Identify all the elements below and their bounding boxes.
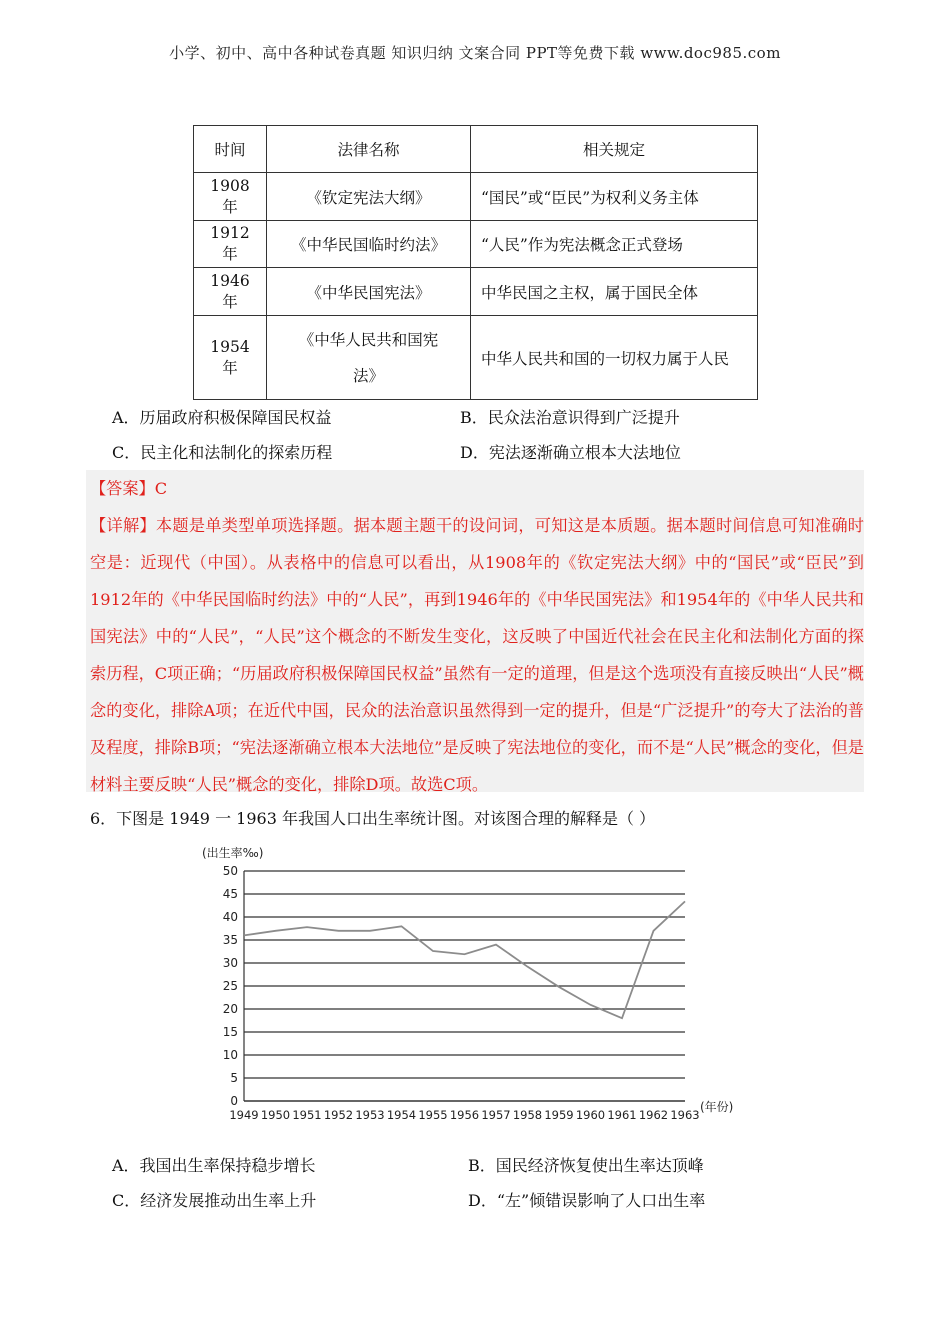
table-row xyxy=(194,221,758,268)
x-tick-label: 1962 xyxy=(638,1108,669,1122)
x-tick-label: 1958 xyxy=(512,1108,543,1122)
table-row xyxy=(194,316,758,400)
q5-option-b: B．民众法治意识得到广泛提升 xyxy=(460,408,680,427)
table-cell-rule: 中华民国之主权，属于国民全体 xyxy=(471,268,758,316)
x-tick-label: 1956 xyxy=(449,1108,480,1122)
x-tick-label: 1963 xyxy=(670,1108,700,1122)
q6-option-b: B．国民经济恢复使出生率达顶峰 xyxy=(468,1156,704,1175)
table-row xyxy=(194,173,758,221)
y-tick-label: 30 xyxy=(222,956,238,970)
birth-rate-chart xyxy=(196,836,756,1136)
x-tick-label: 1960 xyxy=(575,1108,606,1122)
table-cell-rule: “国民”或“臣民”为权利义务主体 xyxy=(471,173,758,221)
x-tick-label: 1952 xyxy=(323,1108,354,1122)
q5-option-a: A．历届政府积极保障国民权益 xyxy=(112,408,332,427)
q5-option-c: C．民主化和法制化的探索历程 xyxy=(112,443,333,462)
x-tick-label: 1959 xyxy=(544,1108,574,1122)
y-tick-label: 50 xyxy=(222,864,238,878)
y-tick-label: 10 xyxy=(222,1048,238,1062)
table-header-cell: 时间 xyxy=(194,126,267,173)
q6-option-d: D．“左”倾错误影响了人口出生率 xyxy=(468,1191,706,1210)
x-tick-label: 1949 xyxy=(229,1108,259,1122)
table-header-cell: 相关规定 xyxy=(471,126,758,173)
y-tick-label: 45 xyxy=(222,887,238,901)
x-tick-label: 1961 xyxy=(607,1108,637,1122)
y-tick-label: 35 xyxy=(222,933,238,947)
y-tick-label: 15 xyxy=(222,1025,238,1039)
q5-option-d: D．宪法逐渐确立根本大法地位 xyxy=(460,443,681,462)
x-tick-label: 1957 xyxy=(481,1108,511,1122)
y-tick-label: 40 xyxy=(222,910,238,924)
q6-option-a: A．我国出生率保持稳步增长 xyxy=(112,1156,316,1175)
answer-explanation xyxy=(86,470,864,792)
table-cell-law-line: 法》 xyxy=(352,366,384,385)
y-axis-label: (出生率‰) xyxy=(202,846,264,860)
y-tick-label: 5 xyxy=(230,1071,238,1085)
x-tick-label: 1951 xyxy=(292,1108,322,1122)
table-cell-year: 1908 年 xyxy=(194,173,267,221)
table-cell-law-line: 《中华人民共和国宪 xyxy=(298,330,439,349)
table-cell-rule: 中华人民共和国的一切权力属于人民 xyxy=(471,316,758,400)
table-cell-year: 1912 年 xyxy=(194,221,267,268)
table-cell-rule: “人民”作为宪法概念正式登场 xyxy=(471,221,758,268)
table-row xyxy=(194,268,758,316)
q6-option-c: C．经济发展推动出生率上升 xyxy=(112,1191,317,1210)
x-tick-label: 1953 xyxy=(355,1108,385,1122)
x-tick-label: 1950 xyxy=(260,1108,291,1122)
y-tick-label: 20 xyxy=(222,1002,238,1016)
table-cell-year: 1954 年 xyxy=(194,316,267,400)
table-cell-law xyxy=(267,316,471,400)
x-axis-label: (年份) xyxy=(700,1100,734,1114)
x-tick-label: 1955 xyxy=(418,1108,448,1122)
law-table xyxy=(193,125,758,400)
answer-label: 【答案】C xyxy=(90,479,168,498)
y-tick-label: 25 xyxy=(222,979,238,993)
table-cell-law: 《钦定宪法大纲》 xyxy=(267,173,471,221)
table-header-cell: 法律名称 xyxy=(267,126,471,173)
answer-detail: 【详解】本题是单类型单项选择题。据本题主题干的设问词，可知这是本质题。据本题时间信息可知准确时空是：近现代（中国）。从表格中的信息可以看出，从1908年的《钦定宪法大纲》中的“国民”或“臣民”到1912年的《中华民国临时约法》中的“人民”，再到1946年的《中华民国宪法》和1954年的《中华人民共和国宪法》中的“人民”，“人民”这个概念的不断发生变化，这反映了中国近代社会在民主化和法制化方面的探索历程，C项正确；“历届政府积极保障国民权益”虽然有一定的道理，但是这个选项没有直接反映出“人民”概念的变化，排除A项；在近代中国，民众的法治意识虽然得到一定的提升，但是“广泛提升”的夸大了法治的普及程度，排除B项；“宪法逐渐确立根本大法地位”是反映了宪法地位的变化，而不是“人民”概念的变化，但是材料主要反映“人民”概念的变化，排除D项。故选C项。 xyxy=(90,516,864,794)
table-cell-law: 《中华民国临时约法》 xyxy=(267,221,471,268)
table-cell-year: 1946 年 xyxy=(194,268,267,316)
page-header: 小学、初中、高中各种试卷真题 知识归纳 文案合同 PPT等免费下载 www.doc985.com xyxy=(169,44,781,62)
series-line-birth-rate xyxy=(244,901,685,1018)
question-6-stem: 6．下图是 1949 一 1963 年我国人口出生率统计图。对该图合理的解释是（ ） xyxy=(90,809,656,828)
table-header-row xyxy=(194,126,758,173)
y-tick-label: 0 xyxy=(230,1094,238,1108)
x-tick-label: 1954 xyxy=(386,1108,417,1122)
table-cell-law: 《中华民国宪法》 xyxy=(267,268,471,316)
